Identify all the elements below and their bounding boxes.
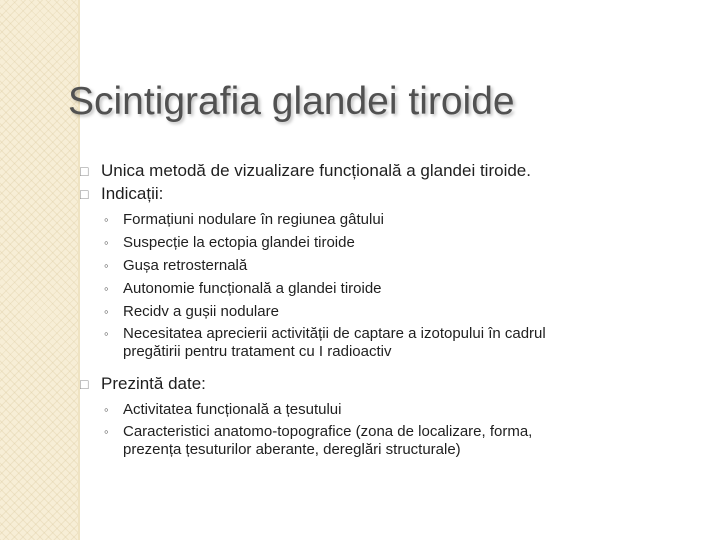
square-bullet-icon: □ <box>80 163 89 179</box>
sub-bullet-text-continued: pregătirii pentru tratament cu I radioactiv <box>123 343 392 360</box>
sub-bullet-text: Caracteristici anatomo-topografice (zona de localizare, forma, <box>123 423 533 440</box>
sub-bullet-item <box>80 400 710 420</box>
sub-bullet-text: Recidv a gușii nodulare <box>123 303 279 320</box>
slide-title: Scintigrafia glandei tiroide <box>68 80 515 123</box>
circle-bullet-icon: ◦ <box>104 212 109 227</box>
sub-bullet-item <box>80 279 710 299</box>
bullet-text: Indicații: <box>101 184 164 203</box>
sub-bullet-text: Formațiuni nodulare în regiunea gâtului <box>123 211 384 228</box>
circle-bullet-icon: ◦ <box>104 304 109 319</box>
sub-bullet-item <box>80 256 710 276</box>
circle-bullet-icon: ◦ <box>104 281 109 296</box>
bullet-list <box>80 160 710 459</box>
bullet-item <box>80 183 710 205</box>
bullet-item <box>80 160 710 182</box>
sub-bullet-item <box>80 423 710 459</box>
circle-bullet-icon: ◦ <box>104 402 109 417</box>
sub-bullet-text: Activitatea funcțională a țesutului <box>123 401 342 418</box>
sub-bullet-item <box>80 210 710 230</box>
square-bullet-icon: □ <box>80 376 89 392</box>
circle-bullet-icon: ◦ <box>104 326 109 341</box>
sub-bullet-text: Necesitatea aprecierii activității de captare a izotopului în cadrul <box>123 325 546 342</box>
circle-bullet-icon: ◦ <box>104 424 109 439</box>
sub-bullet-text: Gușa retrosternală <box>123 257 248 274</box>
sub-bullet-item <box>80 233 710 253</box>
sub-bullet-item <box>80 302 710 322</box>
square-bullet-icon: □ <box>80 186 89 202</box>
bullet-text: Prezintă date: <box>101 374 206 393</box>
sub-bullet-text-continued: prezența țesuturilor aberante, dereglări structurale) <box>123 441 461 458</box>
sub-bullet-text: Autonomie funcțională a glandei tiroide <box>123 280 382 297</box>
circle-bullet-icon: ◦ <box>104 258 109 273</box>
bullet-item <box>80 373 710 395</box>
bullet-text: Unica metodă de vizualizare funcțională a glandei tiroide. <box>101 161 531 180</box>
sub-bullet-item <box>80 325 710 361</box>
circle-bullet-icon: ◦ <box>104 235 109 250</box>
sub-bullet-text: Suspecție la ectopia glandei tiroide <box>123 234 355 251</box>
